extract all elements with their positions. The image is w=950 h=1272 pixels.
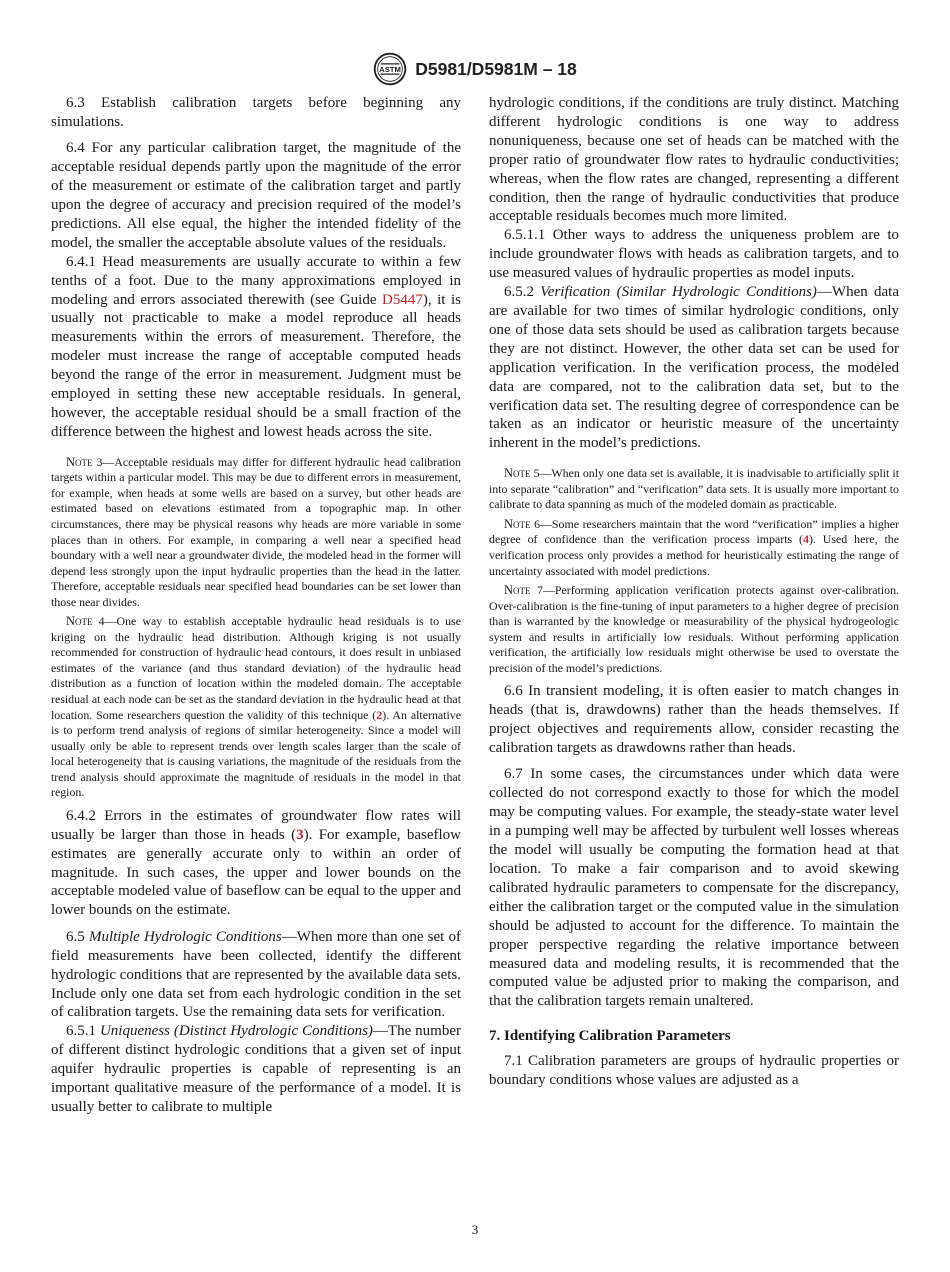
paragraph-6-6: 6.6 In transient modeling, it is often easier to match changes in heads (that is, drawdowns) rather than the heads themselves. If project objectives and requirements allow, consider recasting the calibration targets as drawdowns rather than heads. [489,683,899,757]
paragraph-6-3: 6.3 Establish calibration targets before beginning any simulations. [51,95,461,130]
paragraph-6-7: 6.7 In some cases, the circumstances under which data were collected do not correspond exactly to those for which the model may be computing values. For example, the steady-state water level in a pumping well may be affected by turbulent well losses whereas the model will usually be computing the formation head at that location. To make a fair comparison and to avoid skewing calibrated hydraulic parameters to compensate for the discrepancy, either the calibration target or the computed value in the simulation should be adjusted to account for the difference. To maintain the proper perspective regarding the relative importance between measured data and modeling results, it is recommended that the computed value be adjusted prior to making the comparison, and that the calibration targets remain unaltered. [489,766,899,1010]
note-6 [489,517,899,579]
paragraph-6-5-2-number: 6.5.2 [504,284,541,301]
note-5-label: Note [504,466,531,481]
document-id: D5981/D5981M – 18 [415,58,577,79]
note-3-label: Note [66,454,93,469]
logo-text: ASTM [379,64,402,74]
paragraph-6-4-2-text-b: ). For example, baseflow estimates are generally accurate only to within an order of magnitude. In such cases, the upper and lower bounds on the acceptable modeled value of baseflow can be equal to the upper and lower bounds on the estimate. [51,826,461,919]
paragraph-7-1: 7.1 Calibration parameters are groups of hydraulic properties or boundary conditions whose values are adjusted as a [489,1053,899,1089]
reference-link-4[interactable]: 4 [803,532,809,547]
paragraph-6-5-2-title: Verification (Similar Hydrologic Conditions) [540,284,817,301]
note-7 [489,583,899,676]
paragraph-6-5-2-body: —When data are available for two times of similar hydrologic conditions, only one of those data sets should be used as calibration targets because they are not distinct. However, the other data set can be used for application verification. In the verification process, the modeled data are compared, not to the calibration data set, but to the verification data set. The resulting degree of correspondence can be taken as an indicator or heuristic measure of the uncertainty inherent in the model’s predictions. [489,284,900,452]
reference-link-d5447[interactable]: D5447 [382,291,423,308]
note-4-text-b: ). An alternative is to perform trend analysis of regions of similar heterogeneity. Since a model will usually only be able to represent trends over length scales larger than the scale of local heterogeneity that is causing variations, the magnitude of the residuals from the trend analysis should approximate the magnitude of residuals in the model in that region. [51,707,462,800]
paragraph-6-4-1 [51,253,461,442]
paragraph-6-5-1-continued: hydrologic conditions, if the conditions are truly distinct. Matching different hydrologic conditions is one way to address nonuniqueness, because one set of heads can be matched with the proper ratio of groundwater flow rates to hydraulic conductivities; whereas, when the flow rates are changed, representing a different condition, then the range of hydraulic conductivities that produce acceptable residuals becomes much more limited. [489,95,899,225]
reference-link-2[interactable]: 2 [376,707,383,722]
paragraph-6-5-1-1: 6.5.1.1 Other ways to address the uniqueness problem are to include groundwater flows with heads as calibration targets, and to use measured values of hydraulic properties as model inputs. [489,227,899,282]
note-4-label: Note [66,614,93,629]
paragraph-6-4-2 [51,807,461,920]
paragraph-6-4-1-text-a: 6.4.1 Head measurements are usually accurate to within a few tenths of a foot. Due to the many approximations employed in modeling and errors associated therewith (see Guide [51,253,461,308]
note-4-text-a: 4—One way to establish acceptable hydraulic head residuals is to use kriging on the hydraulic head distribution. Although kriging is not usually recommended for construction of hydraulic head contours, it does result in unbiased estimates of the variance (and thus standard deviation) of the hydraulic head distribution as a function of location within the modeled domain. The acceptable residual at each node can be set as the standard deviation in the hydraulic head at that location. Some researchers question the validity of this technique ( [51,614,461,722]
note-3-text: 3—Acceptable residuals may differ for different hydraulic head calibration targets within a particular model. This may be due to different errors in measurement, for example, when heads at some wells are based on a survey, but other heads are estimated based on elevations estimated from a topographic map. In other circumstances, there may be physical reasons why heads are more variable in some places than in others. For example, in comparing a well near a specified head boundary with a well near a groundwater divide, the modeled head in the former will depend less strongly upon the input hydraulic properties than the head in the latter. Therefore, acceptable residuals near specified head boundaries can be set lower than those near divides. [51,454,461,609]
reference-link-3[interactable]: 3 [296,826,304,843]
note-7-label: Note [504,583,531,598]
paragraph-6-5-body: —When more than one set of field measurements have been collected, identify the different hydrologic conditions that are represented by the available data sets. Include only one data set from each hydrologic condition in the set of calibration targets. Use the remaining data sets for verification. [51,928,462,1021]
note-5-text: 5—When only one data set is available, it is inadvisable to artificially split it into separate “calibration” and “verification” data sets. It is usually more important to calibrate to data spanning as much of the modeled domain as practicable. [489,466,899,512]
paragraph-6-5-1-number: 6.5.1 [66,1023,100,1040]
note-3 [51,455,461,610]
paragraph-6-5-1-body: —The number of different distinct hydrologic conditions that a given set of input aquifer hydraulic properties is capable of representing is an important qualitative measure of the performance of a model. It is usually better to calibrate to multiple [51,1023,461,1115]
paragraph-6-5-2 [489,283,899,453]
section-7-heading: 7. Identifying Calibration Parameters [489,1028,731,1045]
note-6-text-b: ). Used here, the verification process only provides a method for heuristically estimating the range of uncertainty associated with model predictions. [489,532,899,578]
note-5 [489,466,899,513]
paragraph-6-5-1-title: Uniqueness (Distinct Hydrologic Conditions) [99,1023,373,1040]
paragraph-6-5-1 [51,1022,461,1117]
note-4 [51,614,461,801]
paragraph-6-5 [51,928,461,1023]
right-column [489,94,899,1090]
paragraph-6-5-number: 6.5 [66,928,89,945]
paragraph-6-4-1-text-b: ), it is usually not practicable to make a model reproduce all heads measurements within the errors of measurement. Therefore, the modeler must increase the range of acceptable computed heads beyond the range of the error in measurement. Judgment must be employed in setting these new acceptable residuals. In general, however, the acceptable residual should be a small fraction of the difference between the highest and lowest heads across the site. [51,291,461,440]
note-6-label: Note [504,516,531,531]
astm-logo-icon [373,52,407,86]
paragraph-6-4-2-text-a: 6.4.2 Errors in the estimates of groundwater flow rates will usually be larger than those in heads ( [51,807,461,843]
page-number: 3 [471,1222,479,1237]
left-column [51,94,461,1117]
paragraph-6-5-title: Multiple Hydrologic Conditions [88,928,282,945]
page-header [0,52,950,86]
note-7-text: 7—Performing application verification protects against over-calibration. Over-calibration is the fine-tuning of input parameters to a higher degree of precision than is warranted by the knowledge or measurability of the physical hydrogeologic system and results in artificially low residuals. Without performing application verification, the artificially low residuals might otherwise be used to overstate the precision of the model’s predictions. [489,583,899,675]
note-6-text-a: 6—Some researchers maintain that the word “verification” implies a higher degree of confidence than the verification process imparts ( [489,516,899,547]
paragraph-6-4: 6.4 For any particular calibration target, the magnitude of the acceptable residual depends partly upon the magnitude of the error of the measurement or estimate of the calibration target and partly upon the degree of accuracy and precision required of the model’s predictions. All else equal, the higher the intended fidelity of the model, the smaller the acceptable absolute values of the residuals. [51,140,461,251]
